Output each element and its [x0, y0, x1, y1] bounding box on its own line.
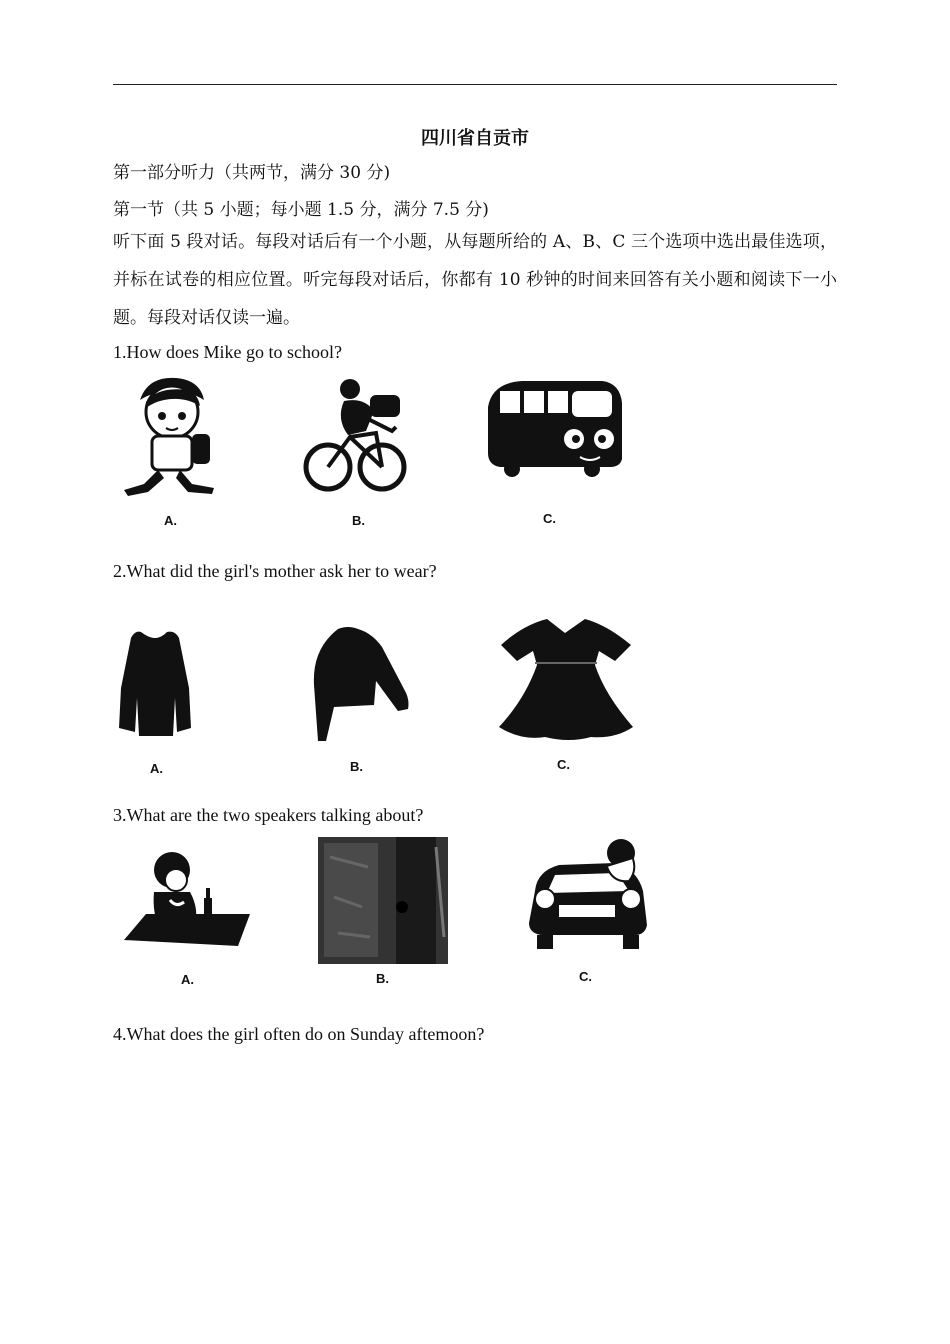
- dark-photo-picture: [318, 837, 448, 964]
- picnic-picture: [120, 848, 255, 953]
- sweater-picture: [308, 625, 413, 743]
- section-heading: 第一节（共 5 小题；每小题 1.5 分，满分 7.5 分): [113, 200, 489, 220]
- dress-picture: [495, 615, 637, 745]
- question-4: 4.What does the girl often do on Sunday aftemoon?: [113, 1024, 485, 1044]
- question-3: 3.What are the two speakers talking about?: [113, 805, 424, 825]
- walking-boy-picture: [118, 372, 228, 497]
- cyclist-picture: [300, 375, 415, 495]
- header-rule: [113, 84, 837, 85]
- option-label: C.: [579, 969, 592, 984]
- instructions: 听下面 5 段对话。每段对话后有一个小题，从每题所给的 A、B、C 三个选项中选出最佳选项，并标在试卷的相应位置。听完每段对话后，你都有 10 秒钟的时间来回答有关小题和阅读下一小题。每段对话仅读一遍。: [113, 232, 837, 328]
- option-label: B.: [352, 513, 365, 528]
- option-label: A.: [181, 972, 194, 987]
- car-picture: [525, 835, 650, 952]
- question-2: 2.What did the girl's mother ask her to wear?: [113, 561, 437, 581]
- option-label: C.: [543, 511, 556, 526]
- option-label: C.: [557, 757, 570, 772]
- option-label: A.: [150, 761, 163, 776]
- coat-picture: [115, 628, 195, 740]
- question-1: 1.How does Mike go to school?: [113, 342, 342, 362]
- page-title: 四川省自贡市: [421, 128, 529, 149]
- option-label: A.: [164, 513, 177, 528]
- bus-picture: [482, 377, 627, 477]
- option-label: B.: [350, 759, 363, 774]
- part-heading: 第一部分听力（共两节，满分 30 分): [113, 163, 391, 183]
- option-label: B.: [376, 971, 389, 986]
